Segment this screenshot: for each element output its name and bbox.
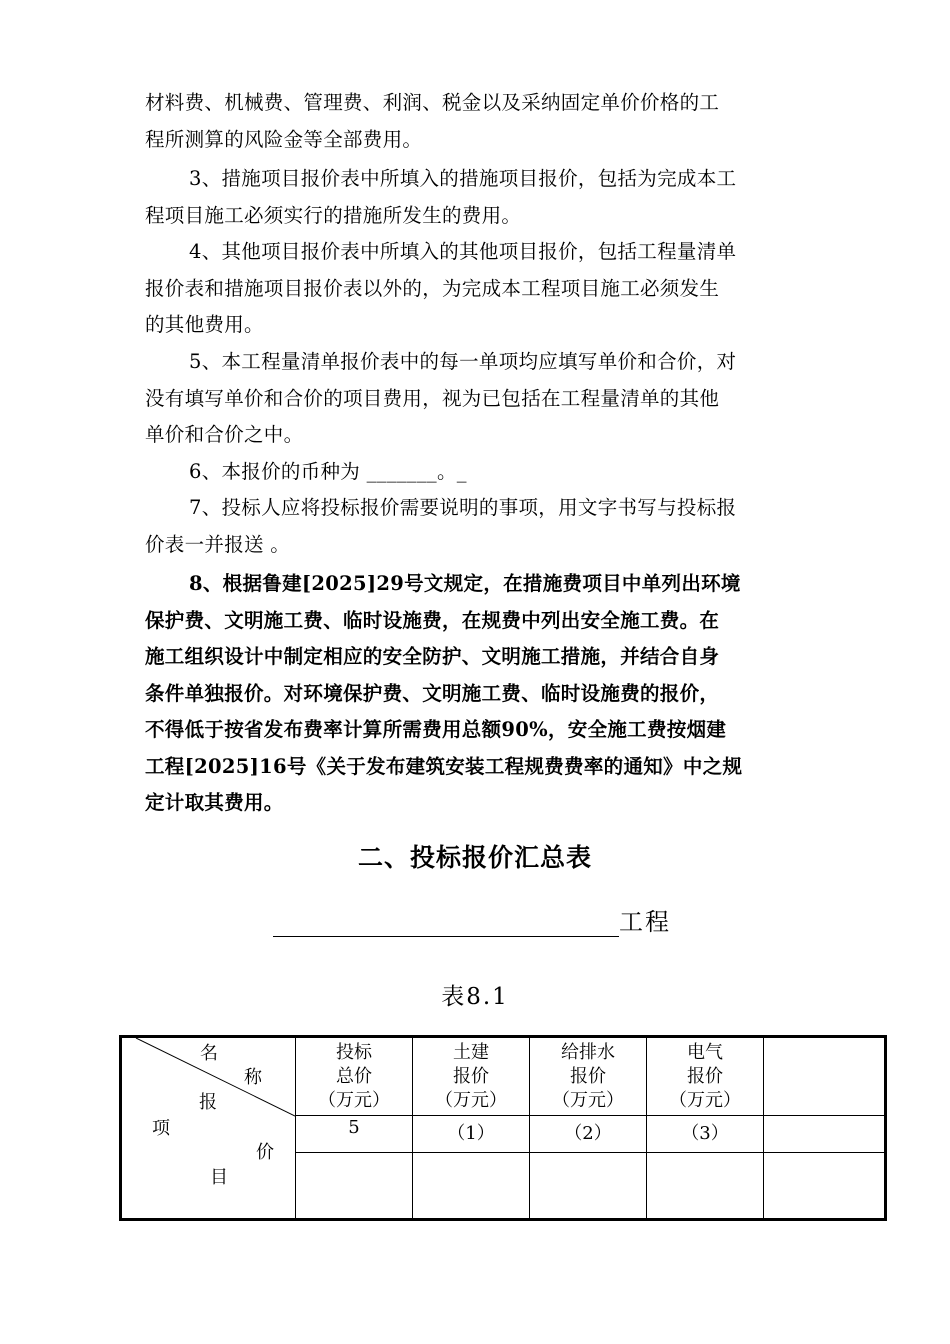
value-cell-total[interactable]: [296, 1152, 413, 1219]
diag-label-price-1: 报: [199, 1092, 217, 1113]
text-line: 价表一并报送 。: [145, 532, 291, 556]
value-cell-blank[interactable]: [764, 1152, 886, 1219]
code-cell: （1）: [413, 1116, 530, 1153]
code-cell: [764, 1116, 886, 1153]
project-name-blank[interactable]: [273, 906, 619, 937]
text-line: 报价表和措施项目报价表以外的，为完成本工程项目施工必须发生: [145, 276, 720, 300]
header-line: （万元）: [669, 1089, 741, 1111]
text-line: 单价和合价之中。: [145, 423, 304, 446]
text-line: 8、根据鲁建[2025]29号文规定，在措施费项目中单列出环境: [189, 572, 741, 595]
text-line: 5、本工程量清单报价表中的每一单项均应填写单价和合价，对: [189, 350, 737, 373]
text-line: 材料费、机械费、管理费、利润、税金以及采纳固定单价价格的工: [145, 91, 720, 114]
header-line: 投标: [336, 1041, 372, 1063]
header-blank: [764, 1037, 886, 1116]
paragraph-item-5: [145, 344, 807, 454]
code-cell: （3）: [647, 1116, 764, 1153]
table-number: 表8.1: [441, 984, 509, 1010]
summary-table: [119, 1035, 887, 1221]
header-line: 报价: [570, 1065, 606, 1087]
header-line: 总价: [336, 1065, 372, 1087]
diag-label-item-1: 项: [152, 1118, 170, 1139]
diag-label-price-2: 价: [256, 1142, 274, 1163]
paragraph-item-3: [145, 161, 807, 234]
text-line: 定计取其费用。: [145, 791, 284, 814]
text-line: 的其他费用。: [145, 313, 264, 336]
header-line: 报价: [453, 1065, 489, 1087]
table-header-row: [121, 1037, 886, 1116]
header-line: 给排水: [561, 1041, 615, 1063]
value-cell-plumbing[interactable]: [530, 1152, 647, 1219]
diag-label-name-1: 名: [200, 1043, 218, 1064]
header-plumbing: [530, 1037, 647, 1116]
paragraph-continuation: [145, 85, 807, 158]
header-civil: [413, 1037, 530, 1116]
project-suffix: 工程: [619, 908, 671, 936]
text-line: 6、本报价的币种为 _______。_: [189, 460, 467, 483]
text-line: 不得低于按省发布费率计算所需费用总额90%，安全施工费按烟建: [145, 718, 727, 741]
header-electrical: [647, 1037, 764, 1116]
text-line: 程项目施工必须实行的措施所发生的费用。: [145, 203, 522, 227]
project-name-line: [273, 902, 671, 937]
header-line: （万元）: [552, 1089, 624, 1111]
value-cell-electrical[interactable]: [647, 1152, 764, 1219]
header-line: 土建: [453, 1041, 489, 1063]
header-line: （万元）: [435, 1089, 507, 1111]
section-title: 二、投标报价汇总表: [357, 843, 592, 872]
text-line: 7、投标人应将投标报价需要说明的事项，用文字书写与投标报: [189, 496, 737, 519]
diag-label-name-2: 称: [244, 1067, 262, 1088]
paragraph-item-6: [145, 454, 807, 491]
header-total-bid: [296, 1037, 413, 1116]
paragraph-item-4: [145, 234, 807, 344]
paragraph-item-8: [145, 566, 807, 822]
text-line: 4、其他项目报价表中所填入的其他项目报价，包括工程量清单: [189, 240, 737, 263]
text-line: 条件单独报价。对环境保护费、文明施工费、临时设施费的报价，: [145, 681, 720, 705]
code-cell: （2）: [530, 1116, 647, 1153]
diag-label-item-2: 目: [210, 1167, 228, 1188]
paragraph-item-7: [145, 490, 807, 563]
header-line: （万元）: [318, 1089, 390, 1111]
text-line: 施工组织设计中制定相应的安全防护、文明施工措施，并结合自身: [145, 645, 720, 668]
code-cell: 5: [296, 1116, 413, 1153]
text-line: 工程[2025]16号《关于发布建筑安装工程规费费率的通知》中之规: [145, 754, 743, 778]
header-line: 报价: [687, 1065, 723, 1087]
diagonal-header-cell: [121, 1037, 296, 1220]
text-line: 3、措施项目报价表中所填入的措施项目报价，包括为完成本工: [189, 167, 737, 190]
header-line: 电气: [687, 1041, 723, 1063]
value-cell-civil[interactable]: [413, 1152, 530, 1219]
text-line: 程所测算的风险金等全部费用。: [145, 127, 423, 151]
text-line: 没有填写单价和合价的项目费用，视为已包括在工程量清单的其他: [145, 386, 720, 410]
text-line: 保护费、文明施工费、临时设施费，在规费中列出安全施工费。在: [145, 608, 720, 632]
